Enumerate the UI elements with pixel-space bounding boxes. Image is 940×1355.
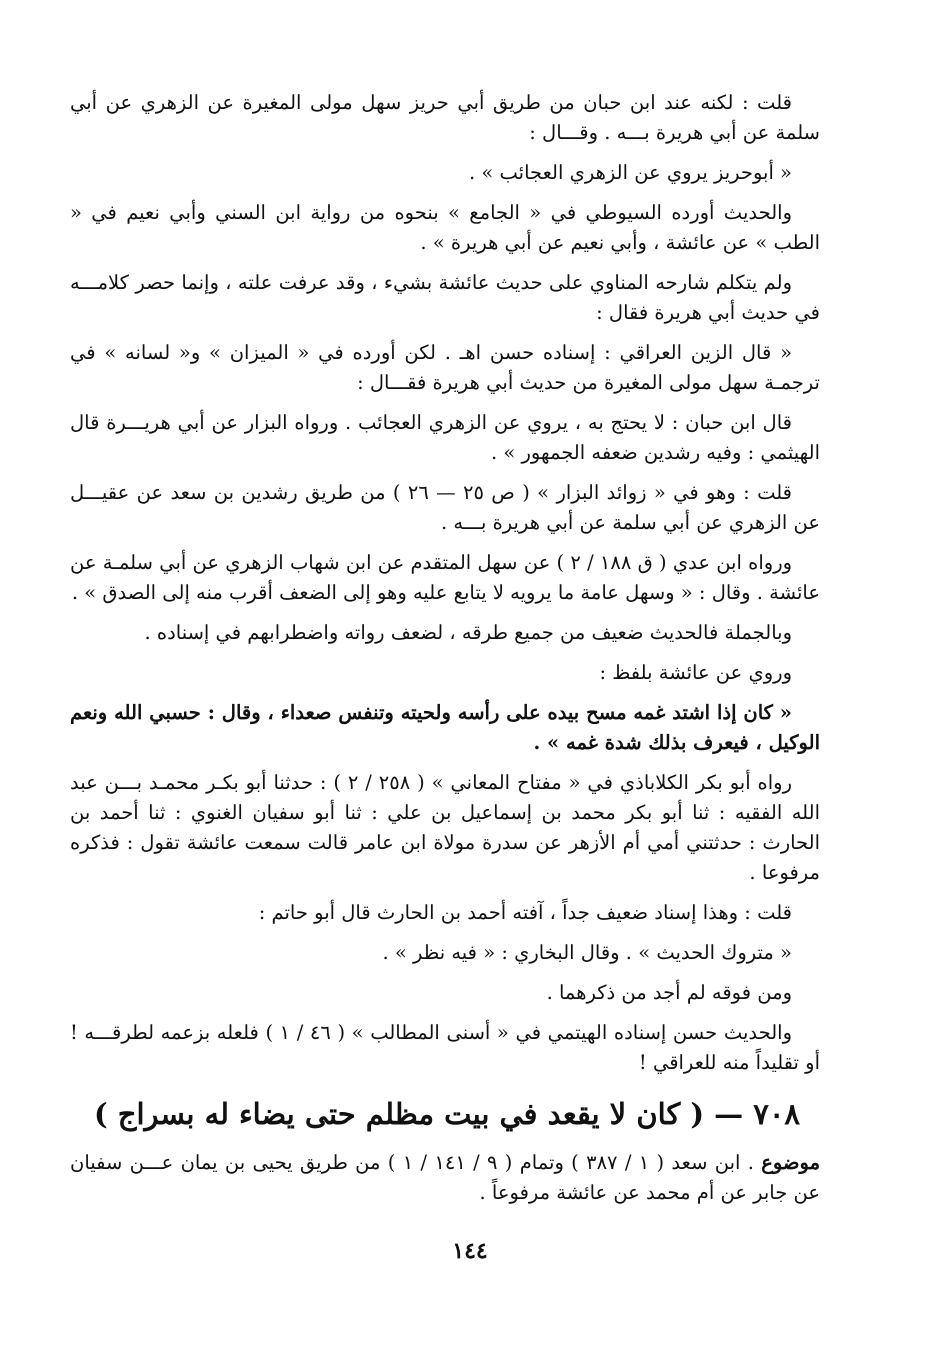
paragraph: رواه أبو بكر الكلاباذي في « مفتاح المعاني » ( ٢٥٨ / ٢ ) : حدثنا أبو بكـر محمـد بـــن عبد الله الفقيه : ثنا أبو بكر محمد بن إسماعيل بن علي : ثنا أبو سفيان الغنوي : ثنا أحمد بن الحارث : حدثتني أمي أم الأزهر عن سدرة مولاة ابن عامر قالت سمعت عائشة تقول : فذكره مرفوعا . [70,771,820,884]
paragraph: وروي عن عائشة بلفظ : [599,661,792,684]
paragraph: والحديث حسن إسناده الهيتمي في « أسنى المطالب » ( ٤٦ / ١ ) فلعله بزعمه لطرقـــه ! أو تقليداً منه للعراقي ! [70,1021,820,1074]
paragraph: ومن فوقه لم أجد من ذكرهما . [546,981,792,1004]
paragraph: ورواه ابن عدي ( ق ١٨٨ / ٢ ) عن سهل المتقدم عن ابن شهاب الزهري عن أبي سلمـة عن عائشة . وقال : « وسهل عامة ما يرويه لا يتابع عليه وهو إلى الضعف أقرب منه إلى الصدق » . [70,551,820,604]
page-number: ١٤٤ [452,1238,488,1264]
paragraph: ولم يتكلم شارحه المناوي على حديث عائشة بشيء ، وقد عرفت علته ، وإنما حصر كلامـــه في حديث أبي هريرة فقال : [70,271,820,324]
paragraph: قلت : وهذا إسناد ضعيف جداً ، آفته أحمد بن الحارث قال أبو حاتم : [258,901,792,924]
page-body [70,88,820,1218]
paragraph: قلت : لكنه عند ابن حبان من طريق أبي حريز سهل مولى المغيرة عن الزهري عن أبي سلمة عن أبي هريرة بـــه . وقـــال : [70,91,820,144]
paragraph: « متروك الحديث » . وقال البخاري : « فيه نظر » . [382,941,792,964]
paragraph: قال ابن حبان : لا يحتج به ، يروي عن الزهري العجائب . ورواه البزار عن أبي هريـــرة قال الهيثمي : وفيه رشدين ضعفه الجمهور » . [70,411,820,464]
final-text: . ابن سعد ( ١ / ٣٨٧ ) وتمام ( ٩ / ١٤١ / ١ ) من طريق يحيى بن يمان عـــن سفيان عن جابر عن أم محمد عن عائشة مرفوعاً . [70,1151,820,1204]
paragraph: « أبوحريز يروي عن الزهري العجائب » . [468,161,792,184]
hadith-heading: ٧٠٨ — ( كان لا يقعد في بيت مظلم حتى يضاء له بسراج ) [93,1097,800,1131]
paragraph: والحديث أورده السيوطي في « الجامع » بنحوه من رواية ابن السني وأبي نعيم في « الطب » عن عائشة ، وأبي نعيم عن أبي هريرة » . [70,201,820,254]
paragraph: وبالجملة فالحديث ضعيف من جميع طرقه ، لضعف رواته واضطرابهم في إسناده . [144,621,792,644]
final-paragraph [70,1148,820,1208]
paragraph: قلت : وهو في « زوائد البزار » ( ص ٢٥ — ٢٦ ) من طريق رشدين بن سعد عن عقيـــل عن الزهري عن أبي سلمة عن أبي هريرة بـــه . [70,481,820,534]
paragraph: « قال الزين العراقي : إسناده حسن اهـ . لكن أورده في « الميزان » و« لسانه » في ترجمـة سهل مولى المغيرة من حديث أبي هريرة فقـــال : [70,341,820,394]
verdict-label: موضوع [761,1151,821,1174]
hadith-quote: « كان إذا اشتد غمه مسح بيده على رأسه ولحيته وتنفس صعداء ، وقال : حسبي الله ونعم الوكيل ، فيعرف بذلك شدة غمه » . [70,701,820,754]
